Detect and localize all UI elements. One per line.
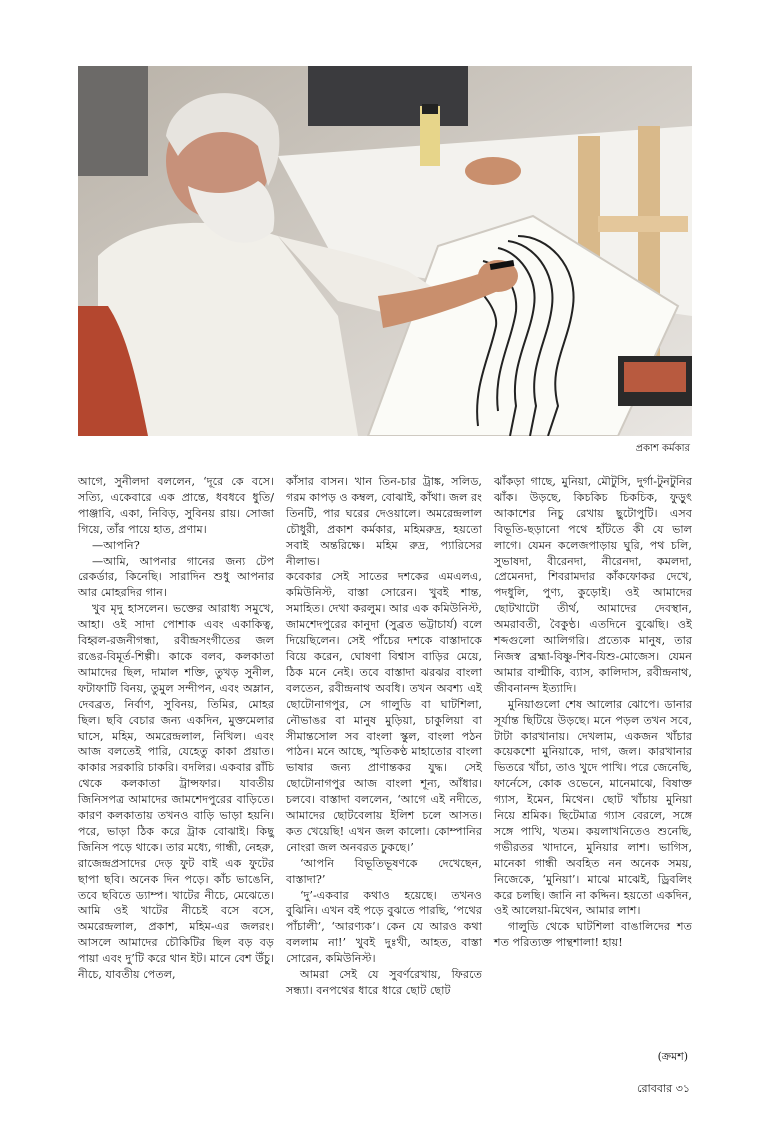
paragraph: ‘দু’-একবার কথাও হয়েছে। তখনও বুঝিনি। এখন বই পড়ে বুঝতে পারছি, ‘পথের পাঁচালী’, ‘আরণ্যক’। কেন যে আরও কথা বললাম না!’ খুবই দুঃখী, আহত, বাস্তা সোরেন, কমিউনিস্ট। (286, 888, 482, 966)
paragraph: —আমি, আপনার গানের জন্য টেপ রেকর্ডার, কিনেছি। সারাদিন শুধু আপনার আর মোহরদির গান। (78, 554, 274, 600)
page-folio: রোববার ৩১ (637, 1082, 690, 1095)
paragraph: আগে, সুনীলদা বললেন, ‘দূরে কে বসে। সত্যি, একেবারে এক প্রান্তে, ধবধবে ধুতি/পাঞ্জাবি, একা, নিবিড়, সুবিনয় রায়। সোজা গিয়ে, তাঁর পায়ে হাত, প্রণাম। (78, 475, 274, 536)
paragraph: কবেকার সেই সাতের দশকের এমএলএ, কমিউনিস্ট, বাস্তা সোরেন। খুবই শান্ত, সমাহিত। দেখা করলুম। আর এক কমিউনিস্ট, জামশেদপুরের কানুদা (সুব্রত ভট্টাচার্য) বলে দিয়েছিলেন। সেই পাঁচের দশকে বাস্তাদাকে বিয়ে করেন, ঘোষণা বিশ্বাস বাড়ির মেয়ে, ঠিক মনে নেই। তবে বাস্তাদা ঝরঝর বাংলা বলতেন, রবীন্দ্রনাথ অবধি। তখন অবশ্য এই ছোটোনাগপুর, সে গালুডি বা ঘাটশিলা, নৌভাঙর বা মানুষ মুড়িয়া, চাকুলিয়া বা সীমান্তসোল সব বাংলা স্কুল, বাংলা পঠন পাঠন। মনে আছে, স্মৃতিকণ্ঠ মাহাতোর বাংলা ভাষার জন্য প্রাণান্তকর যুদ্ধ। সেই ছোটোনাগপুর আজ বাংলা শূন্য, আঁধার। চলবে। বাস্তাদা বললেন, ‘আগে এই নদীতে, আমাদের ছোটবেলায় ইলিশ চলে আসত। কত খেয়েছি! এখন জল কালো। কোম্পানির নোংরা জল অনবরত ঢুকছে।’ (286, 570, 482, 854)
paragraph: গালুডি থেকে ঘাটশিলা বাঙালিদের শত শত পরিত্যক্ত পান্থশালা! হায়! (494, 920, 692, 950)
text-column-1 (78, 474, 274, 983)
paragraph: মুনিয়াগুলো শেষ আলোর ঝোপে। ডানার সূর্যান্ত ছিটিয়ে উড়ছে। মনে পড়ল তখন সবে, টাটা কারখানায়। দেখলাম, একজন খাঁচার কয়েকশো মুনিয়াকে, দাগ, জল। কারখানার ভিতরে খাঁচা, তাও খুদে পাখি। পরে জেনেছি, ফার্নেসে, কোক ওভেনে, মানেমাঝে, বিষাক্ত গ্যাস, ইমেন, মিথেন। ছোট খাঁচায় মুনিয়া নিয়ে শ্রমিক। ছিটেমাত্র গ্যাস বেরলে, সঙ্গে সঙ্গে পাখি, খতম। কয়লাখনিতেও শুনেছি, গভীরতর খাদানে, মুনিয়ার লাশ। ভাগিস, মানেকা গান্ধী অবহিত নন অনেক সময়, নিজেকে, ‘মুনিয়া’। মাঝে মাঝেই, ড্রিবলিং করে চলছি। জানি না কদ্দিন। হয়তো একদিন, ওই আলেয়া-মিথেন, আমার লাশ। (494, 697, 692, 918)
paragraph: ঝাঁকড়া গাছে, মুনিয়া, মৌটুসি, দুর্গা-টুনটুনির ঝাঁক। উড়ছে, কিচকিচ চিকচিক, ফুড়ুৎ আকাশের নিচু রেখায় ছুটোপুটি। এসব বিভূতি-ছড়ানো পথে হাঁটতে কী যে ভাল লাগে। যেমন কলেজপাড়ায় ঘুরি, পথ চলি, সুভাষদা, বীরেনদা, নীরেনদা, কমলদা, প্রেমেনদা, শিবরামদার কাঁকফোকর দেখে, পদধুলি, পুণ্য, কুড়োই। ওই আমাদের ছোটখাটো তীর্থ, আমাদের দেবস্থান, অমরাবতী, বৈকুণ্ঠ। এতদিনে বুঝেছি। ওই শব্দগুলো আলিগরি। প্রত্যেক মানুষ, তার নিজস্ব ব্রহ্মা-বিষ্ণু-শিব-যিশু-মোজেস। যেমন আমার বাল্মীকি, ব্যাস, কালিদাস, রবীন্দ্রনাথ, জীবনানন্দ ইত্যাদি। (494, 475, 692, 695)
paragraph: কাঁসার বাসন। খান তিন-চার ট্রাঙ্ক, সলিড, গরম কাপড় ও কম্বল, বোঝাই, কাঁথা। জল রং তিনটি, পার ঘরের দেওয়ালে। অমরেন্দ্রলাল চৌধুরী, প্রকাশ কর্মকার, মহিমরুদ্র, হয়তো সবাই অন্তরিক্ষে। মহিম রুদ্র, প্যারিসের নীলাভ। (286, 475, 482, 568)
paragraph: খুব মৃদু হাসলেন। ভক্তের আরাধ্য সমুখে, আহা। ওই সাদা পোশাক এবং একাকিত্ব, বিহ্বল-রজনীগন্ধা, রবীন্দ্রসংগীতের জল রঙের-বিমূর্ত-শিল্পী। কাকে বলব, কলকাতা আমাদের ছিল, দামাল শক্তি, তুখড় সুনীল, ফটাফাটি বিনয়, তুমুল সন্দীপন, এবং অম্লান, দেবব্রত, নির্বাণ, সুবিনয়, তিমির, মোহর ছিল। ছবি বেচার জন্য একদিন, মুক্তমেলার ঘাসে, মহিম, অমরেন্দ্রলাল, নিখিল। এবং আজ বলতেই পারি, যেহেতু কাকা প্রয়াত। কাকার সরকারি চাকরি। বদলির। একবার রাঁচি থেকে কলকাতা ট্রান্সফার। যাবতীয় জিনিসপত্র আমাদের জামশেদপুরের বাড়িতে। কারণ কলকাতায় তখনও বাড়ি ভাড়া হয়নি। পরে, ভাড়া ঠিক করে ট্রাক বোঝাই। কিছু জিনিস পড়ে থাকে। তার মধ্যে, গান্ধী, নেহরু, রাজেন্দ্রপ্রসাদের দেড় ফুট বাই এক ফুটের ছাপা ছবি। অনেক দিন পড়ে। কাঁচ ভাঙেনি, তবে ছবিতে ড্যাম্প। খাটের নীচে, মেঝেতে। আমি ওই খাটের নীচেই বসে বসে, অমরেন্দ্রলাল, প্রকাশ, মহিম-এর জলরং। আসলে আমাদের চৌকিটির ছিল বড় বড় পায়া এবং দু’টি করে থান ইট। মানে বেশ উঁচু। নীচে, যাবতীয় পেতল, (78, 602, 274, 982)
text-column-2 (286, 474, 482, 999)
paragraph: ‘আপনি বিভূতিভূষণকে দেখেছেন, বাস্তাদা?’ (286, 856, 482, 886)
photo-credit: প্রকাশ কর্মকার (635, 443, 690, 454)
text-column-3 (494, 474, 692, 951)
paragraph: আমরা সেই যে সুবর্ণরেখায়, ফিরতে সন্ধ্যা। বনপথের ধারে ধারে ছোট ছোট (286, 968, 482, 997)
paragraph: —আপনি? (92, 538, 140, 552)
continued-marker: (ক্রমশ) (657, 1050, 688, 1063)
photo-illustration (78, 66, 692, 436)
artist-drawing-photo (78, 66, 692, 436)
